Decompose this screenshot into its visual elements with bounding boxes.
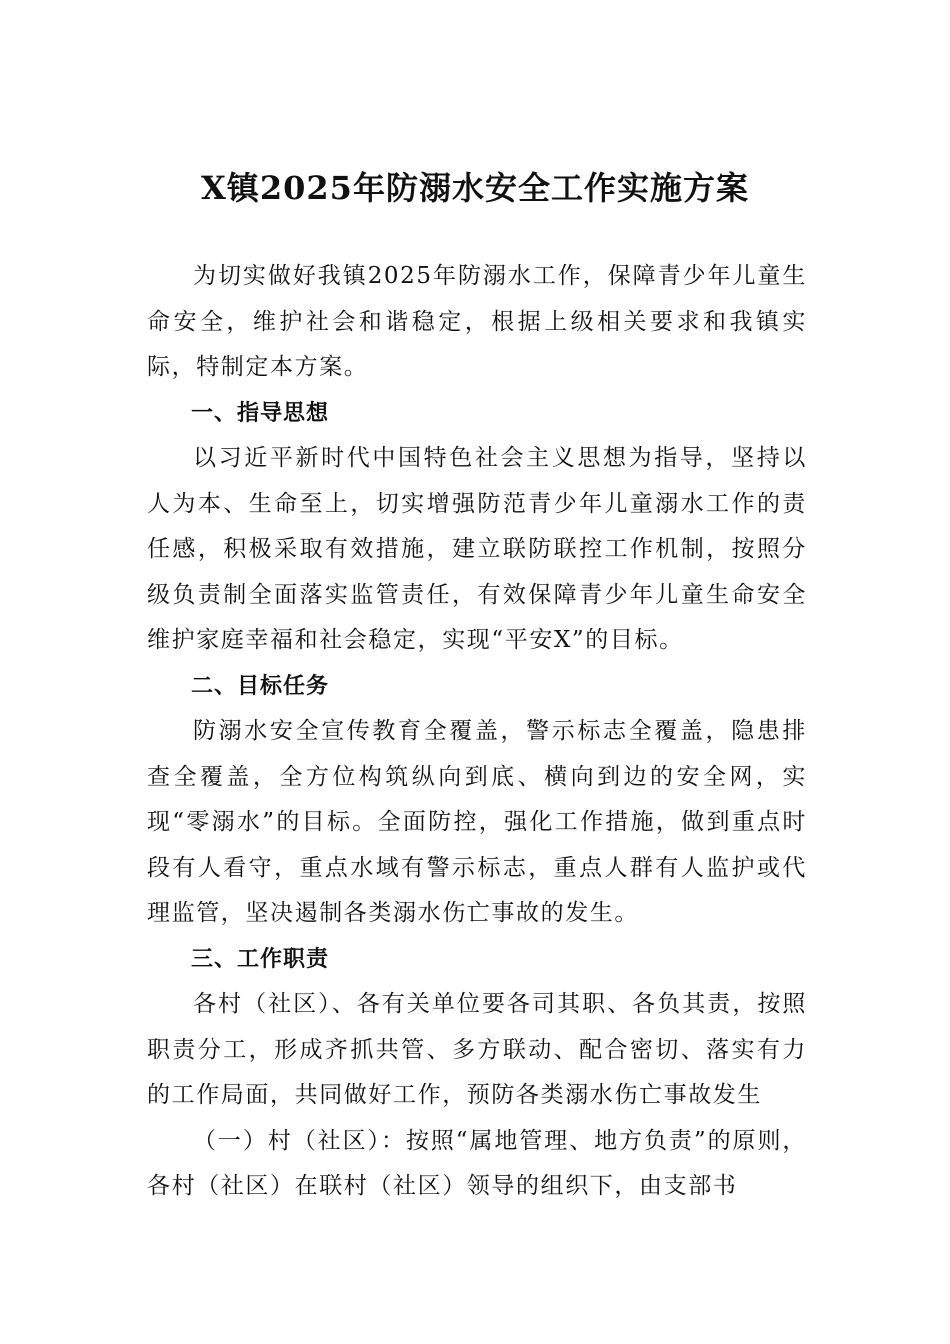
subsection-village-community: （一）村（社区）：按照“属地管理、地方负责”的原则，各村（社区）在联村（社区）领导的组织下，由支部书 bbox=[147, 1127, 807, 1199]
section-heading-goals-tasks: 二、目标任务 bbox=[191, 673, 330, 699]
section-paragraph-guiding-ideology: 以习近平新时代中国特色社会主义思想为指导，坚持以人为本、生命至上，切实增强防范青少年儿童溺水工作的责任感，积极采取有效措施，建立联防联控工作机制，按照分级负责制全面落实监管责任，有效保障青少年儿童生命安全维护家庭幸福和社会稳定，实现“平安X”的目标。 bbox=[147, 445, 807, 653]
document-title: X镇2025年防溺水安全工作实施方案 bbox=[201, 169, 749, 207]
section-heading-guiding-ideology: 一、指导思想 bbox=[191, 400, 330, 426]
document-body bbox=[147, 254, 807, 1210]
section-paragraph-goals-tasks: 防溺水安全宣传教育全覆盖，警示标志全覆盖，隐患排查全覆盖，全方位构筑纵向到底、横向到边的安全网，实现“零溺水”的目标。全面防控，强化工作措施，做到重点时段有人看守，重点水域有警示标志，重点人群有人监护或代理监管，坚决遏制各类溺水伤亡事故的发生。 bbox=[147, 718, 807, 926]
intro-paragraph: 为切实做好我镇2025年防溺水工作，保障青少年儿童生命安全，维护社会和谐稳定，根据上级相关要求和我镇实际，特制定本方案。 bbox=[147, 263, 807, 380]
section-heading-responsibilities: 三、工作职责 bbox=[191, 946, 330, 972]
section-paragraph-responsibilities: 各村（社区）、各有关单位要各司其职、各负其责，按照职责分工，形成齐抓共管、多方联动、配合密切、落实有力的工作局面，共同做好工作，预防各类溺水伤亡事故发生 bbox=[147, 991, 807, 1108]
